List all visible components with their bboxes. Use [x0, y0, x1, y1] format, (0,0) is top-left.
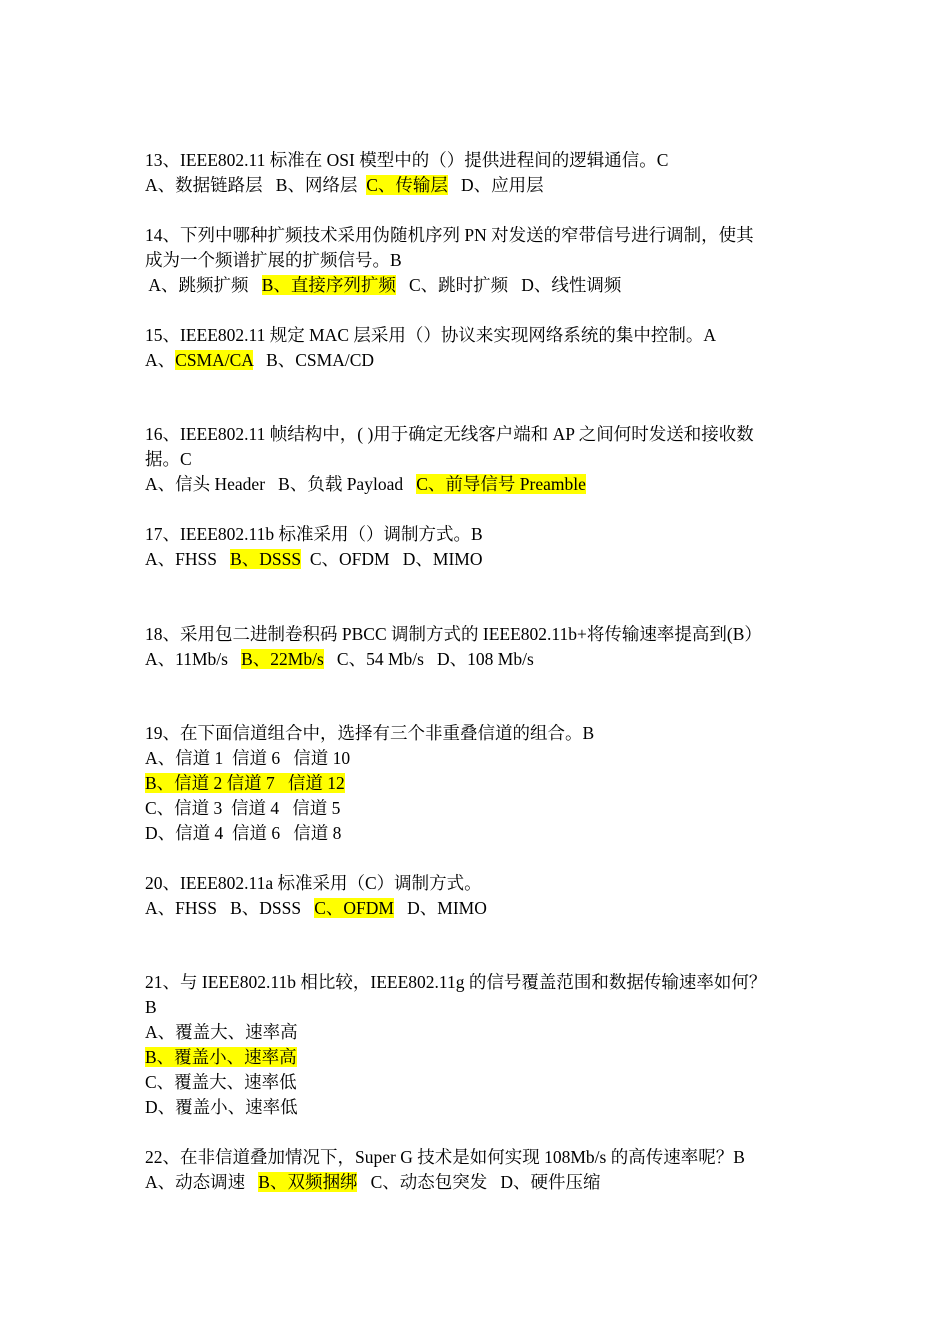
option-b: B、DSSS [230, 898, 302, 918]
text-line: 18、采用包二进制卷积码 PBCC 调制方式的 IEEE802.11b+将传输速率提高到(B） [145, 624, 762, 644]
text-line: A、覆盖大、速率高 [145, 1022, 298, 1042]
option-c-answer: C、OFDM [314, 898, 394, 918]
text-line: 成为一个频谱扩展的扩频信号。B [145, 250, 402, 270]
question-20-stem [145, 871, 482, 896]
text-line: 17、IEEE802.11b 标准采用（）调制方式。B [145, 524, 483, 544]
option-c-answer: C、前导信号 Preamble [416, 474, 586, 494]
option-a: A、FHSS [145, 898, 217, 918]
option-a: A、跳频扩频 [148, 275, 249, 295]
question-22-stem [145, 1145, 745, 1170]
option-b-answer: B、22Mb/s [241, 649, 324, 669]
option-c: C、跳时扩频 [408, 275, 509, 295]
question-15-options [145, 348, 374, 373]
question-20-options [145, 896, 487, 921]
option-b-answer: B、双频捆绑 [258, 1172, 358, 1192]
option-a: A、11Mb/s [145, 649, 228, 669]
question-19-option-b-answer [145, 771, 345, 796]
question-21-stem [145, 970, 766, 995]
option-c-answer: C、传输层 [366, 175, 448, 195]
option-a: A、FHSS [145, 549, 217, 569]
option-d: D、MIMO [402, 549, 483, 569]
option-b: B、CSMA/CD [266, 350, 375, 370]
option-a: A、信头 Header [145, 474, 266, 494]
text-line: C、信道 3 信道 4 信道 5 [145, 798, 341, 818]
question-16-options [145, 472, 586, 497]
option-d: D、硬件压缩 [500, 1172, 601, 1192]
text-line: D、信道 4 信道 6 信道 8 [145, 823, 342, 843]
option-b: B、负载 Payload [278, 474, 404, 494]
option-b: B、网络层 [275, 175, 358, 195]
text-line: C、覆盖大、速率低 [145, 1072, 297, 1092]
option-b-answer: B、直接序列扩频 [261, 275, 396, 295]
option-b-answer: B、DSSS [230, 549, 302, 569]
question-18-options [145, 647, 534, 672]
option-a: A、动态调速 [145, 1172, 246, 1192]
question-17-options [145, 547, 482, 572]
question-21-option-a [145, 1020, 298, 1045]
text-line: B、覆盖小、速率高 [145, 1047, 297, 1067]
text-line: 15、IEEE802.11 规定 MAC 层采用（）协议来实现网络系统的集中控制。A [145, 325, 717, 345]
question-22-options [145, 1170, 601, 1195]
question-14-stem-cont [145, 248, 402, 273]
option-d: D、MIMO [407, 898, 487, 918]
text-line: 据。C [145, 449, 192, 469]
question-16-stem-cont [145, 447, 192, 472]
question-14-options [145, 273, 621, 298]
question-16-stem [145, 422, 754, 447]
question-21-option-b-answer [145, 1045, 297, 1070]
option-d: D、线性调频 [521, 275, 622, 295]
text-line: 13、IEEE802.11 标准在 OSI 模型中的（）提供进程间的逻辑通信。C [145, 150, 669, 170]
option-c: C、54 Mb/s [336, 649, 424, 669]
question-15-stem [145, 323, 716, 348]
question-19-option-c [145, 796, 340, 821]
text-line: 20、IEEE802.11a 标准采用（C）调制方式。 [145, 873, 482, 893]
text-line: B、信道 2 信道 7 信道 12 [145, 773, 345, 793]
text-line: 21、与 IEEE802.11b 相比较，IEEE802.11g 的信号覆盖范围和数据传输速率如何？ [145, 972, 767, 992]
question-13-stem [145, 148, 668, 173]
option-d: D、应用层 [461, 175, 544, 195]
text-line: 22、在非信道叠加情况下，Super G 技术是如何实现 108Mb/s 的高传速率呢？B [145, 1147, 745, 1167]
text-line: 14、下列中哪种扩频技术采用伪随机序列 PN 对发送的窄带信号进行调制，使其 [145, 225, 754, 245]
question-13-options [145, 173, 544, 198]
option-c: C、OFDM [309, 549, 390, 569]
option-a-answer: CSMA/CA [175, 350, 253, 370]
text-line: 16、IEEE802.11 帧结构中，( )用于确定无线客户端和 AP 之间何时发送和接收数 [145, 424, 754, 444]
option-a: A、数据链路层 [145, 175, 263, 195]
text-line: A、信道 1 信道 6 信道 10 [145, 748, 351, 768]
question-19-option-d [145, 821, 341, 846]
option-a-prefix: A、 [145, 350, 176, 370]
option-d: D、108 Mb/s [437, 649, 534, 669]
question-17-stem [145, 522, 483, 547]
question-18-stem [145, 622, 762, 647]
question-14-stem [145, 223, 754, 248]
option-c: C、动态包突发 [370, 1172, 488, 1192]
question-21-stem-cont [145, 995, 157, 1020]
text-line: 19、在下面信道组合中，选择有三个非重叠信道的组合。B [145, 723, 595, 743]
question-19-option-a [145, 746, 350, 771]
question-21-option-d [145, 1095, 298, 1120]
question-21-option-c [145, 1070, 297, 1095]
question-19-stem [145, 721, 594, 746]
text-line: B [145, 997, 157, 1017]
text-line: D、覆盖小、速率低 [145, 1097, 298, 1117]
